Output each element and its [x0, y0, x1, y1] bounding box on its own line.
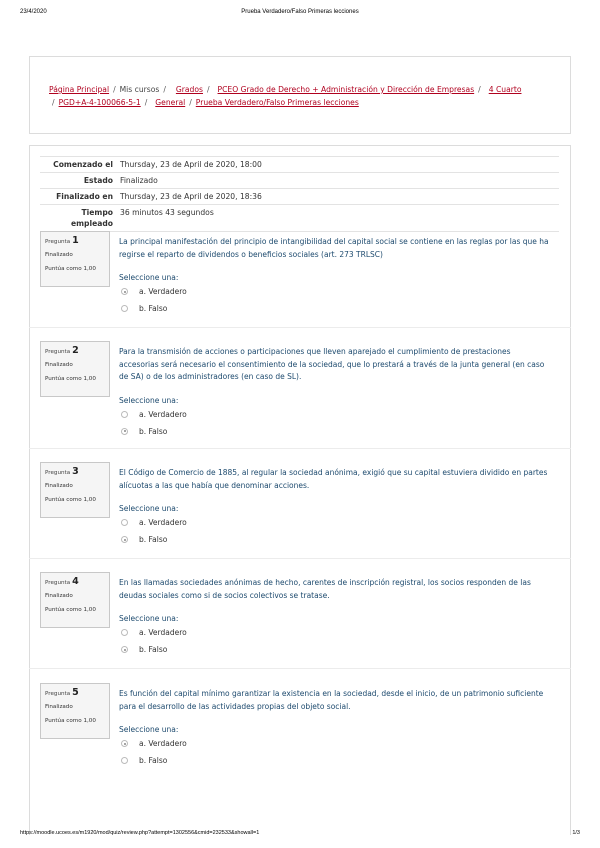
answer-label: a. Verdadero — [139, 518, 187, 527]
breadcrumb-cuarto[interactable]: 4 Cuarto — [488, 85, 522, 94]
question-text: Es función del capital mínimo garantizar la existencia en la sociedad, desde el inicio, de un patrimonio suficiente para el desarrollo de las actividades propias del objeto social. — [119, 689, 544, 711]
question-divider — [29, 448, 571, 449]
answer-label: b. Falso — [139, 645, 168, 654]
summary-key: Comenzado el — [53, 160, 113, 169]
answer-option-a[interactable] — [119, 514, 549, 531]
question-content-1 — [119, 236, 549, 317]
question-number: 3 — [72, 466, 79, 477]
radio-checked-icon[interactable] — [121, 740, 128, 747]
question-label: Pregunta — [45, 349, 71, 355]
summary-row-finished — [40, 188, 559, 204]
question-number: 2 — [72, 345, 79, 356]
answer-label: b. Falso — [139, 304, 168, 313]
radio-unchecked-icon[interactable] — [121, 411, 128, 418]
question-prompt: Seleccione una: — [119, 614, 179, 623]
answer-label: b. Falso — [139, 535, 168, 544]
breadcrumb-container — [29, 56, 571, 134]
breadcrumb-my-courses: Mis cursos — [119, 85, 160, 94]
summary-key: Estado — [83, 176, 113, 185]
question-divider — [29, 668, 571, 669]
question-state: Finalizado — [45, 593, 73, 599]
radio-checked-icon[interactable] — [121, 536, 128, 543]
question-grade: Puntúa como 1,00 — [45, 266, 96, 272]
answer-label: a. Verdadero — [139, 409, 187, 419]
radio-unchecked-icon[interactable] — [121, 629, 128, 636]
question-prompt: Seleccione una: — [119, 273, 179, 282]
radio-unchecked-icon[interactable] — [121, 757, 128, 764]
answer-label: b. Falso — [139, 426, 168, 436]
question-content-5 — [119, 688, 549, 769]
question-prompt: Seleccione una: — [119, 725, 179, 734]
question-info-4 — [40, 572, 110, 628]
question-info-1 — [40, 231, 110, 287]
breadcrumb-quiz[interactable]: Prueba Verdadero/Falso Primeras lecciones — [195, 97, 359, 107]
question-content-2 — [119, 346, 549, 440]
question-divider — [29, 558, 571, 559]
breadcrumb-home[interactable]: Página Principal — [49, 85, 110, 94]
radio-unchecked-icon[interactable] — [121, 519, 128, 526]
summary-row-time — [40, 204, 559, 232]
question-number: 4 — [72, 576, 79, 587]
question-content-3 — [119, 467, 549, 548]
breadcrumb-general[interactable]: General — [155, 97, 186, 107]
attempt-summary-table — [40, 156, 559, 232]
summary-value: Thursday, 23 de April de 2020, 18:00 — [120, 160, 262, 169]
question-label: Pregunta — [45, 691, 71, 697]
question-text: Para la transmisión de acciones o participaciones que lleven aparejado el cumplimiento de prestaciones accesorias será necesario el consentimiento de la sociedad, que lo prestará a través de la junta general (en caso de SA) o de los administradores (en caso de SL). — [119, 347, 545, 381]
print-url: https://moodle.ucoes.es/m1920/mod/quiz/review.php?attempt=1302556&cmid=232533&showall=1 — [20, 830, 260, 836]
summary-row-started — [40, 156, 559, 172]
question-number: 5 — [72, 687, 79, 698]
question-grade: Puntúa como 1,00 — [45, 607, 96, 613]
answer-option-b[interactable] — [119, 531, 549, 548]
question-text: La principal manifestación del principio de intangibilidad del capital social se contiene en las reglas por las que ha regirse el reparto de dividendos o beneficios sociales (art. 273 TRLSC) — [119, 237, 549, 259]
radio-checked-icon[interactable] — [121, 646, 128, 653]
summary-value: 36 minutos 43 segundos — [120, 208, 214, 217]
question-state: Finalizado — [45, 252, 73, 258]
answer-option-b[interactable] — [119, 423, 549, 440]
print-date: 23/4/2020 — [20, 9, 47, 15]
question-prompt: Seleccione una: — [119, 504, 179, 513]
question-info-5 — [40, 683, 110, 739]
question-state: Finalizado — [45, 704, 73, 710]
answer-label: a. Verdadero — [139, 739, 187, 748]
radio-checked-icon[interactable] — [121, 428, 128, 435]
question-number: 1 — [72, 235, 79, 246]
breadcrumb-pceo[interactable]: PCEO Grado de Derecho + Administración y Dirección de Empresas — [217, 85, 475, 94]
answer-option-a[interactable] — [119, 735, 549, 752]
answer-option-b[interactable] — [119, 300, 549, 317]
question-grade: Puntúa como 1,00 — [45, 497, 96, 503]
question-label: Pregunta — [45, 239, 71, 245]
question-prompt: Seleccione una: — [119, 395, 179, 405]
question-grade: Puntúa como 1,00 — [45, 376, 96, 382]
question-state: Finalizado — [45, 483, 73, 489]
answer-option-a[interactable] — [119, 283, 549, 300]
question-label: Pregunta — [45, 470, 71, 476]
question-info-3 — [40, 462, 110, 518]
radio-checked-icon[interactable] — [121, 288, 128, 295]
answer-option-b[interactable] — [119, 752, 549, 769]
breadcrumb-grados[interactable]: Grados — [175, 85, 203, 94]
summary-value: Thursday, 23 de April de 2020, 18:36 — [120, 192, 262, 201]
question-state: Finalizado — [45, 362, 73, 368]
question-divider — [29, 327, 571, 328]
summary-row-state — [40, 172, 559, 188]
answer-option-a[interactable] — [119, 624, 549, 641]
summary-key: Finalizado en — [56, 192, 113, 201]
summary-value: Finalizado — [120, 176, 158, 185]
question-content-4 — [119, 577, 549, 658]
question-info-2 — [40, 341, 110, 397]
answer-label: a. Verdadero — [139, 628, 187, 637]
breadcrumb: Página Principal / Mis cursos / Grados / PCEO Grado de Derecho + Administración y Dirección de Empresas / 4 Cuarto / PGD+A-4-100066-5-1 / General / Prueba Verdadero/Falso Primeras lecciones — [49, 85, 522, 107]
answer-option-a[interactable] — [119, 406, 549, 423]
question-text: En las llamadas sociedades anónimas de hecho, carentes de inscripción registral, los socios responden de las deudas sociales como si de socios colectivos se tratase. — [119, 578, 531, 600]
question-text: El Código de Comercio de 1885, al regular la sociedad anónima, exigió que su capital estuviera dividido en partes alícuotas a las que había que denominar acciones. — [119, 468, 548, 490]
answer-option-b[interactable] — [119, 641, 549, 658]
question-label: Pregunta — [45, 580, 71, 586]
breadcrumb-course[interactable]: PGD+A-4-100066-5-1 — [58, 97, 141, 107]
question-grade: Puntúa como 1,00 — [45, 718, 96, 724]
answer-label: b. Falso — [139, 756, 168, 765]
print-title: Prueba Verdadero/Falso Primeras lecciones — [241, 9, 359, 15]
radio-unchecked-icon[interactable] — [121, 305, 128, 312]
print-page-number: 1/3 — [572, 830, 580, 836]
summary-key: Tiempo empleado — [70, 208, 113, 228]
answer-label: a. Verdadero — [139, 287, 187, 296]
